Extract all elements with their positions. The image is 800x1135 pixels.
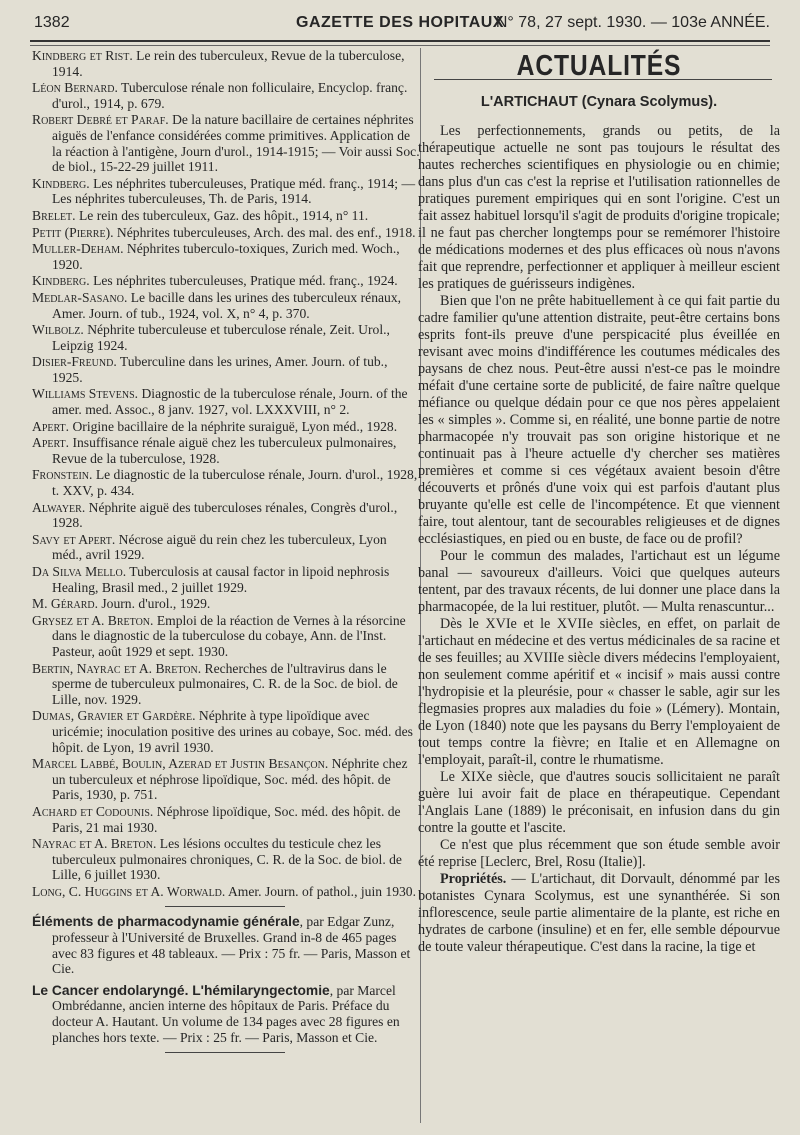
book-notices (30, 914, 420, 1045)
reference-item (30, 884, 420, 900)
article-paragraph: Ce n'est que plus récemment que son étude semble avoir été reprise [Leclerc, Brel, Rosu (Italie)]. (418, 837, 780, 870)
reference-authors: M. Gérard (32, 596, 95, 612)
reference-item (30, 241, 420, 272)
paragraph-properties (418, 871, 780, 956)
separator-rule (165, 906, 285, 907)
reference-item (30, 435, 420, 466)
reference-item (30, 532, 420, 563)
reference-item (30, 661, 420, 708)
reference-item (30, 564, 420, 595)
reference-authors: Fronstein (32, 467, 90, 483)
reference-text: . Néphrites tuberculo-toxiques, Zurich med. Woch., 1920. (52, 241, 400, 272)
reference-authors: Apert (32, 418, 66, 434)
separator-rule-bottom (165, 1052, 285, 1053)
reference-authors: Long, C. Huggins et A. Worwald (32, 883, 222, 899)
reference-authors: Medlar-Sasano (32, 289, 124, 305)
book-notice (30, 983, 420, 1045)
book-details: , par Edgar Zunz, professeur à l'Université de Bruxelles. Grand in-8 de 465 pages avec 83 figures et 48 tableaux. — Prix : 75 fr. — Paris, Masson et Cie. (52, 914, 411, 977)
reference-item (30, 467, 420, 498)
reference-text: . Néphrite chez un tuberculeux et néphrose lipoïdique, Soc. méd. des hôpit. de Paris, 1930, p. 751. (52, 756, 408, 803)
reference-text: . Origine bacillaire de la néphrite suraiguë, Lyon méd., 1928. (65, 418, 398, 434)
reference-authors: Robert Debré et Paraf (32, 112, 166, 128)
article-paragraph: Pour le commun des malades, l'artichaut est un légume banal — savoureux d'ailleurs. Voici que quelques auteurs tentent, par des travaux récents, de lui donner une place dans la pharmacopée, de la lui restituer, plutôt. — Multa renascuntur... (418, 548, 780, 615)
reference-authors: Savy et Apert (32, 531, 112, 547)
reference-authors: Williams Stevens (32, 386, 135, 402)
reference-authors: Kindberg et Rist (32, 48, 130, 63)
reference-item (30, 596, 420, 612)
reference-text: . Le rein des tuberculeux, Gaz. des hôpit., 1914, n° 11. (72, 207, 369, 223)
reference-text: . De la nature bacillaire de certaines néphrites aiguës de l'enfance considérées comme primitives. Application de la réaction à l'antigène, Journ d'urol., 1914-1915; — Voir aussi Soc. de biol., 15-22-29 juillet 1911. (52, 112, 420, 175)
reference-text: . Néphrites tuberculeuses, Arch. des mal. des enf., 1918. (110, 224, 416, 240)
page-number: 1382 (34, 14, 70, 31)
reference-item (30, 273, 420, 289)
reference-item (30, 290, 420, 321)
reference-text: . Néphrite à type lipoïdique avec uricémie; inoculation positive des urines au cobaye, Soc. méd. des hôpit. de Lyon, 19 avril 1930. (52, 708, 413, 755)
book-title: Le Cancer endolaryngé. L'hémilaryngectomie (32, 982, 330, 998)
reference-item (30, 48, 420, 79)
reference-authors: Da Silva Mello (32, 564, 123, 579)
article-paragraph: Bien que l'on ne prête habituellement à ce qui fait partie du cadre familier qu'une attention distraite, peut-être certains bons esprits font-ils preuve d'une perspicacité plus éveillée en revisant avec moins d'indifférence les coutumes médicales des paysans de chez nous. Peut-être aussi n'est-ce pas le moindre méfait d'une certaine sorte de publicité, de faire naître quelque méfiance ou quelque dédain pour ce que nos pères appelaient les « simples ». Comme si, en réalité, une bonne partie de notre pharmacopée n'y trouvait pas son origine historique et ne continuait pas à l'heure actuelle d'y chercher ses matières premières et comme si ces végétaux avaient besoin d'être découverts et prônés d'une voix qui est parfois d'autant plus bruyante qu'elle est celle de l'incompétence. Et que viennent faire, tout alentour, tant de secourables religieuses et de dignes ecclésiastiques, en pied ou en buste, de face ou de profil? (418, 293, 780, 547)
article-paragraph: Dès le XVIe et le XVIIe siècles, en effet, on parlait de l'artichaut en médecine et des vertus médicinales de sa racine et de ses feuilles; au XVIIIe siècle divers médecins l'employaient, non seulement comme apéritif et « incisif » mais aussi contre l'hydropisie et la pleurésie, pour « chasser le sable, agir sur les flegmasies propres aux maladies du foie » (Lémery). Montain, de Lyon (1840) note que les paysans du Berry l'employaient de tout temps contre la fièvre; en Italie et en Allemagne on l'employait, paraît-il, contre le rhumatisme. (418, 616, 780, 768)
left-column (30, 48, 420, 1060)
book-details: , par Marcel Ombrédanne, ancien interne des hôpitaux de Paris. Préface du docteur A. Hautant. Un volume de 134 pages avec 28 figures en planches hors texte. — Prix : 25 fr. — Paris, Masson et Cie. (52, 982, 400, 1045)
reference-authors: Marcel Labbé, Boulin, Azerad et Justin Besançon (32, 756, 325, 772)
reference-item (30, 386, 420, 417)
reference-item (30, 208, 420, 224)
reference-text: . Amer. Journ. of pathol., juin 1930. (221, 883, 416, 899)
reference-item (30, 756, 420, 803)
reference-authors: Kindberg (32, 175, 87, 191)
article-body (418, 123, 780, 871)
reference-authors: Wilbolz (32, 322, 81, 338)
reference-item (30, 500, 420, 531)
reference-authors: Muller-Deham (32, 241, 121, 257)
reference-authors: Nayrac et A. Breton (32, 836, 153, 852)
journal-title: GAZETTE DES HOPITAUX (296, 14, 504, 31)
reference-text: . Diagnostic de la tuberculose rénale, Journ. of the amer. med. Assoc., 8 janv. 1927, vol. LXXXVIII, n° 2. (52, 386, 408, 418)
run-in-heading: Propriétés. (440, 871, 507, 887)
reference-item (30, 613, 420, 660)
reference-authors: Bertin, Nayrac et A. Breton (32, 660, 198, 676)
reference-authors: Grysez et A. Breton (32, 612, 151, 628)
reference-authors: Petit (Pierre) (32, 224, 111, 240)
article-title: L'ARTICHAUT (Cynara Scolymus). (480, 94, 718, 110)
header-rule-thin (30, 45, 770, 46)
reference-text: . Néphrite tuberculeuse et tuberculose rénale, Zeit. Urol., Leipzig 1924. (52, 322, 390, 353)
reference-text: . Les néphrites tuberculeuses, Pratique méd. franç., 1914; — Les néphrites tuberculeuses, Th. de Paris, 1914. (52, 175, 416, 207)
reference-authors: Disier-Freund (32, 354, 114, 370)
article-paragraph: Le XIXe siècle, que d'autres soucis sollicitaient ne paraît guère lui avoir fait de place en thérapeutique. Cependant l'Anglais Lane (1889) le préconisait, en infusion dans du gin contre la goutte et l'ascite. (418, 769, 780, 836)
reference-text: . Tuberculine dans les urines, Amer. Journ. of tub., 1925. (52, 354, 388, 385)
reference-item (30, 80, 420, 111)
reference-text: . Nécrose aiguë du rein chez les tuberculeux, Lyon méd., avril 1929. (52, 531, 387, 563)
page-header (30, 14, 770, 38)
book-notice (30, 914, 420, 976)
reference-text: . Les néphrites tuberculeuses, Pratique méd. franç., 1924. (86, 273, 398, 289)
reference-text: . Néphrose lipoïdique, Soc. méd. des hôpit. de Paris, 21 mai 1930. (52, 803, 401, 835)
issue-info: N° 78, 27 sept. 1930. — 103e ANNÉE. (495, 14, 770, 31)
reference-text: . Recherches de l'ultravirus dans le sperme de tuberculeux pulmonaires, C. R. de la Soc. de biol. de Lille, nov. 1929. (52, 660, 398, 707)
book-title: Éléments de pharmacodynamie générale (32, 914, 300, 930)
reference-authors: Alwayer (32, 499, 82, 515)
reference-text: . Emploi de la réaction de Vernes à la résorcine dans le diagnostic de la tuberculose du cobaye, Ann. de l'Inst. Pasteur, août 1929 et sept. 1930. (52, 612, 406, 659)
reference-text: . Journ. d'urol., 1929. (94, 596, 211, 612)
reference-item (30, 176, 420, 207)
reference-item (30, 322, 420, 353)
reference-authors: Kindberg (32, 273, 87, 289)
reference-item (30, 225, 420, 241)
header-rule (30, 40, 770, 42)
reference-list (30, 48, 420, 899)
reference-text: . Les lésions occultes du testicule chez les tuberculeux pulmonaires chroniques, C. R. de la Soc. de biol. de Lille, 6 juillet 1930. (52, 836, 402, 883)
reference-item (30, 354, 420, 385)
reference-authors: Apert (32, 435, 66, 451)
reference-text: . Néphrite aiguë des tuberculoses rénales, Congrès d'urol., 1928. (52, 499, 398, 531)
reference-authors: Dumas, Gravier et Gardère (32, 708, 193, 724)
reference-item (30, 419, 420, 435)
reference-text: . Le diagnostic de la tuberculose rénale, Journ. d'urol., 1928, t. XXV, p. 434. (52, 467, 418, 499)
reference-text: . Le rein des tuberculeux, Revue de la tuberculose, 1914. (52, 48, 405, 79)
reference-text: . Insuffisance rénale aiguë chez les tuberculeux pulmonaires, Revue de la tuberculose, 1928. (52, 435, 397, 466)
reference-authors: Achard et Codounis (32, 803, 150, 819)
reference-text: . Le bacille dans les urines des tuberculeux rénaux, Amer. Journ. of tub., 1924, vol. X, n° 4, p. 370. (52, 289, 402, 321)
reference-authors: Léon Bernard (32, 80, 115, 96)
reference-item (30, 836, 420, 883)
reference-item (30, 112, 420, 174)
article-paragraph: Les perfectionnements, grands ou petits, de la thérapeutique actuelle ne sont pas toujours le résultat des hautes recherches scientifiques en physiologie ou en chimie; dans plus d'un cas c'est la reprise et l'utilisation rationnelles de pratiques purement empiriques qui en sont l'origine. C'est un fait assez habituel lorsqu'il s'agit de produits d'origine tropicale; il ne faut pas chercher longtemps pour se remémorer l'histoire de médications modernes et des plus efficaces où nous n'avons fait que reprendre, perfectionner et appliquer à meilleur escient les pratiques de guérisseurs indigènes. (418, 123, 780, 292)
section-title: ACTUALITÉS (516, 50, 682, 82)
right-column (418, 48, 780, 956)
reference-text: . Tuberculose rénale non folliculaire, Encyclop. franç. d'urol., 1914, p. 679. (52, 80, 408, 111)
reference-item (30, 804, 420, 835)
paragraph-text: — L'artichaut, dit Dorvault, dénommé par les botanistes Cynara Scolymus, est une synanthérée. Si son inflorescence, seule partie alimentaire de la plante, est riche en hydrates de carbone (insuline) et en fer, elle semble dépourvue de toute valeur thérapeutique. C'est dans la racine, la tige et (418, 871, 780, 955)
reference-text: . Tuberculosis at causal factor in lipoid nephrosis Healing, Brasil med., 2 juillet 1929. (52, 564, 390, 595)
reference-authors: Brelet (32, 207, 73, 223)
reference-item (30, 708, 420, 755)
